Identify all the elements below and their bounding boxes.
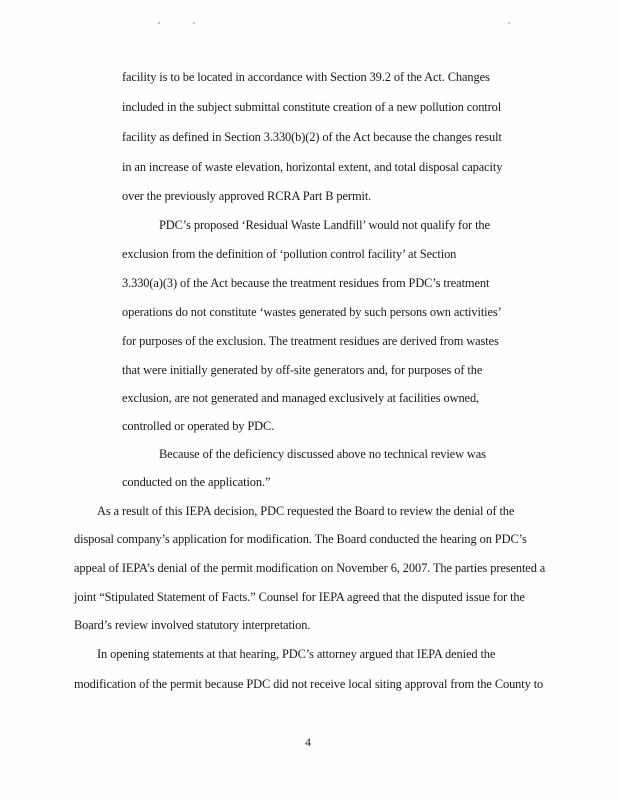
scan-speck bbox=[158, 22, 160, 24]
body-line: In opening statements at that hearing, PDC’s attorney argued that IEPA denied the bbox=[97, 647, 496, 661]
body-line: disposal company’s application for modification. The Board conducted the hearing on PDC’s bbox=[74, 532, 527, 546]
quote-line: for purposes of the exclusion. The treatment residues are derived from wastes bbox=[122, 334, 499, 348]
quote-line: PDC’s proposed ‘Residual Waste Landfill’ would not qualify for the bbox=[159, 218, 490, 232]
body-line: joint “Stipulated Statement of Facts.” Counsel for IEPA agreed that the disputed issue for the bbox=[74, 590, 525, 604]
quote-line: facility is to be located in accordance with Section 39.2 of the Act. Changes bbox=[122, 70, 490, 84]
quote-line: exclusion, are not generated and managed exclusively at facilities owned, bbox=[122, 391, 480, 405]
quote-line: over the previously approved RCRA Part B permit. bbox=[122, 189, 372, 203]
quote-line: Because of the deficiency discussed above no technical review was bbox=[159, 447, 486, 461]
quote-line: facility as defined in Section 3.330(b)(2) of the Act because the changes result bbox=[122, 130, 502, 144]
scan-speck bbox=[193, 22, 195, 24]
quote-line: conducted on the application.” bbox=[122, 475, 271, 489]
scan-speck bbox=[508, 22, 510, 24]
quote-line: that were initially generated by off-site generators and, for purposes of the bbox=[122, 363, 483, 377]
quote-line: in an increase of waste elevation, horizontal extent, and total disposal capacity bbox=[122, 160, 503, 174]
quote-line: exclusion from the definition of ‘pollution control facility’ at Section bbox=[122, 247, 457, 261]
body-line: As a result of this IEPA decision, PDC requested the Board to review the denial of the bbox=[97, 504, 515, 518]
body-line: appeal of IEPA’s denial of the permit modification on November 6, 2007. The parties presented a bbox=[74, 561, 546, 575]
quote-line: operations do not constitute ‘wastes generated by such persons own activities’ bbox=[122, 305, 502, 319]
quote-line: 3.330(a)(3) of the Act because the treatment residues from PDC’s treatment bbox=[122, 276, 490, 290]
body-line: modification of the permit because PDC did not receive local siting approval from the County to bbox=[74, 677, 544, 691]
page-number: 4 bbox=[305, 735, 311, 749]
quote-line: included in the subject submittal constitute creation of a new pollution control bbox=[122, 100, 502, 114]
quote-line: controlled or operated by PDC. bbox=[122, 419, 275, 433]
body-line: Board’s review involved statutory interpretation. bbox=[74, 618, 311, 632]
